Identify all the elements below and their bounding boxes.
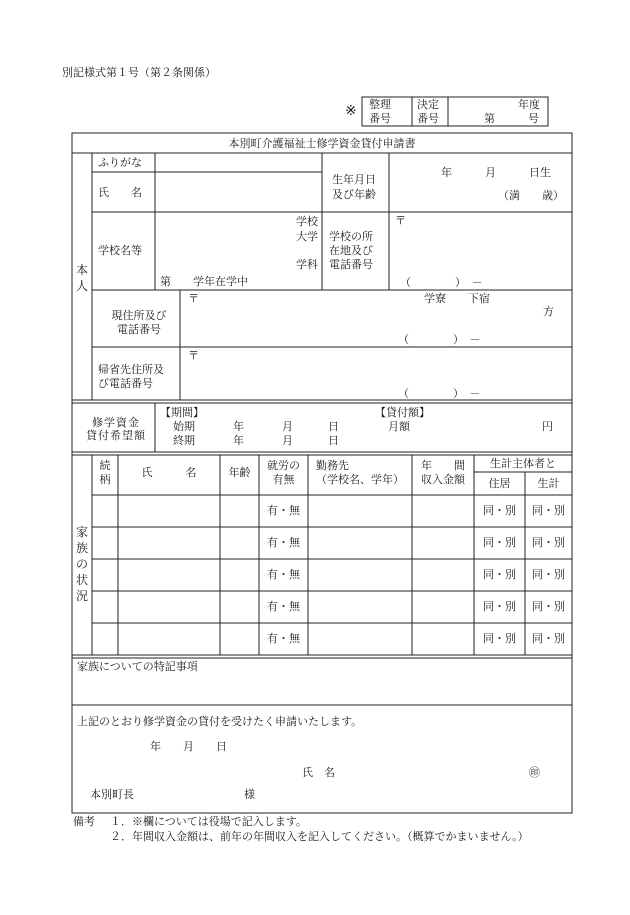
- start-period-label: 始期: [173, 420, 195, 433]
- department-suffix: 学科: [296, 258, 318, 271]
- current-postal-mark: 〒: [188, 292, 199, 305]
- applicant-section-label: 本人: [76, 263, 89, 293]
- birth-date-field[interactable]: 年 月 日生: [441, 166, 551, 179]
- current-phone-field[interactable]: （ ） －: [398, 333, 481, 346]
- employment-choice[interactable]: 有・無: [267, 504, 300, 517]
- fiscal-year-label: 年度: [518, 98, 540, 111]
- residence-header: 住居: [488, 477, 511, 490]
- remarks-label: 備考: [73, 815, 95, 828]
- yen-unit: 円: [542, 420, 553, 433]
- dorm-options[interactable]: 学寮 下宿: [424, 292, 490, 305]
- period-heading: 【期間】: [160, 406, 204, 419]
- home-phone-field[interactable]: （ ） －: [398, 387, 481, 400]
- residence-choice[interactable]: 同・別: [483, 504, 516, 517]
- residence-choice[interactable]: 同・別: [483, 600, 516, 613]
- end-period-label: 終期: [173, 434, 195, 447]
- residence-choice[interactable]: 同・別: [483, 632, 516, 645]
- livelihood-choice[interactable]: 同・別: [532, 536, 565, 549]
- seal-mark: ㊞: [529, 766, 540, 779]
- amount-heading: 【貸付額】: [375, 406, 430, 419]
- furigana-label: ふりがな: [98, 156, 142, 169]
- livelihood-choice[interactable]: 同・別: [532, 632, 565, 645]
- livelihood-choice[interactable]: 同・別: [532, 504, 565, 517]
- employment-choice[interactable]: 有・無: [267, 536, 300, 549]
- family-notes-label: 家族についての特記事項: [77, 660, 198, 673]
- care-of-label: 方: [543, 305, 554, 318]
- end-month-unit: 月: [282, 434, 293, 447]
- signature-name-label: 氏 名: [302, 766, 335, 779]
- livelihood-choice[interactable]: 同・別: [532, 600, 565, 613]
- school-suffix: 学校: [296, 215, 318, 228]
- income-header: 年 間 収入金額: [421, 459, 465, 486]
- name-label: 氏 名: [98, 186, 142, 199]
- workplace-header: 勤務先 （学校名、学年）: [316, 459, 404, 486]
- remark-item: ２．年間収入金額は、前年の年間収入を記入してください。（概算でかまいません。）: [110, 830, 529, 843]
- declaration-text: 上記のとおり修学資金の貸付を受けたく申請いたします。: [77, 715, 363, 728]
- addressee: 本別町長: [90, 788, 134, 801]
- reference-label-bottom: 番号: [369, 112, 391, 125]
- end-day-unit: 日: [328, 434, 339, 447]
- end-year-unit: 年: [233, 434, 244, 447]
- decision-label-top: 決定: [417, 98, 439, 111]
- current-address-label: 現住所及び 電話番号: [111, 309, 167, 336]
- decision-label-bottom: 番号: [417, 112, 439, 125]
- form-title: 本別町介護福祉士修学資金貸付申請書: [228, 137, 416, 150]
- school-phone-field[interactable]: （ ） －: [400, 276, 483, 289]
- family-section-label: 家族の状況: [76, 525, 89, 603]
- monthly-amount-label: 月額: [388, 420, 410, 433]
- start-day-unit: 日: [328, 420, 339, 433]
- form-number: 別記様式第１号（第２条関係）: [62, 66, 216, 79]
- main-subject-header: 生計主体者と: [490, 457, 556, 470]
- grade-field[interactable]: 第 学年在学中: [160, 275, 248, 288]
- employment-choice[interactable]: 有・無: [267, 568, 300, 581]
- university-suffix: 大学: [296, 230, 318, 243]
- school-postal-mark: 〒: [395, 214, 406, 227]
- age-header: 年齢: [228, 466, 251, 479]
- age-field[interactable]: （満 歳）: [498, 189, 564, 202]
- decision-number-label: 第 号: [484, 112, 539, 125]
- home-postal-mark: 〒: [188, 349, 199, 362]
- livelihood-header: 生計: [537, 477, 560, 490]
- home-address-label: 帰省先住所及 び電話番号: [98, 363, 164, 390]
- start-month-unit: 月: [282, 420, 293, 433]
- loan-request-label: 修学資金 貸付希望額: [86, 416, 146, 442]
- residence-choice[interactable]: 同・別: [483, 568, 516, 581]
- reference-label-top: 整理: [369, 98, 391, 111]
- employment-header: 就労の 有無: [267, 459, 300, 486]
- birth-age-label: 生年月日 及び年齢: [332, 173, 376, 201]
- declaration-date[interactable]: 年 月 日: [150, 740, 227, 753]
- residence-choice[interactable]: 同・別: [483, 536, 516, 549]
- office-use-mark: ※: [345, 103, 357, 119]
- livelihood-choice[interactable]: 同・別: [532, 568, 565, 581]
- start-year-unit: 年: [233, 420, 244, 433]
- employment-choice[interactable]: 有・無: [267, 600, 300, 613]
- relation-header: 続 柄: [99, 459, 111, 486]
- family-name-header: 氏 名: [141, 466, 197, 479]
- school-address-label: 学校の所 在地及び 電話番号: [329, 230, 373, 271]
- employment-choice[interactable]: 有・無: [267, 632, 300, 645]
- remark-item: １．※欄については役場で記入します。: [110, 815, 307, 828]
- school-label: 学校名等: [98, 244, 142, 257]
- honorific: 様: [244, 788, 255, 801]
